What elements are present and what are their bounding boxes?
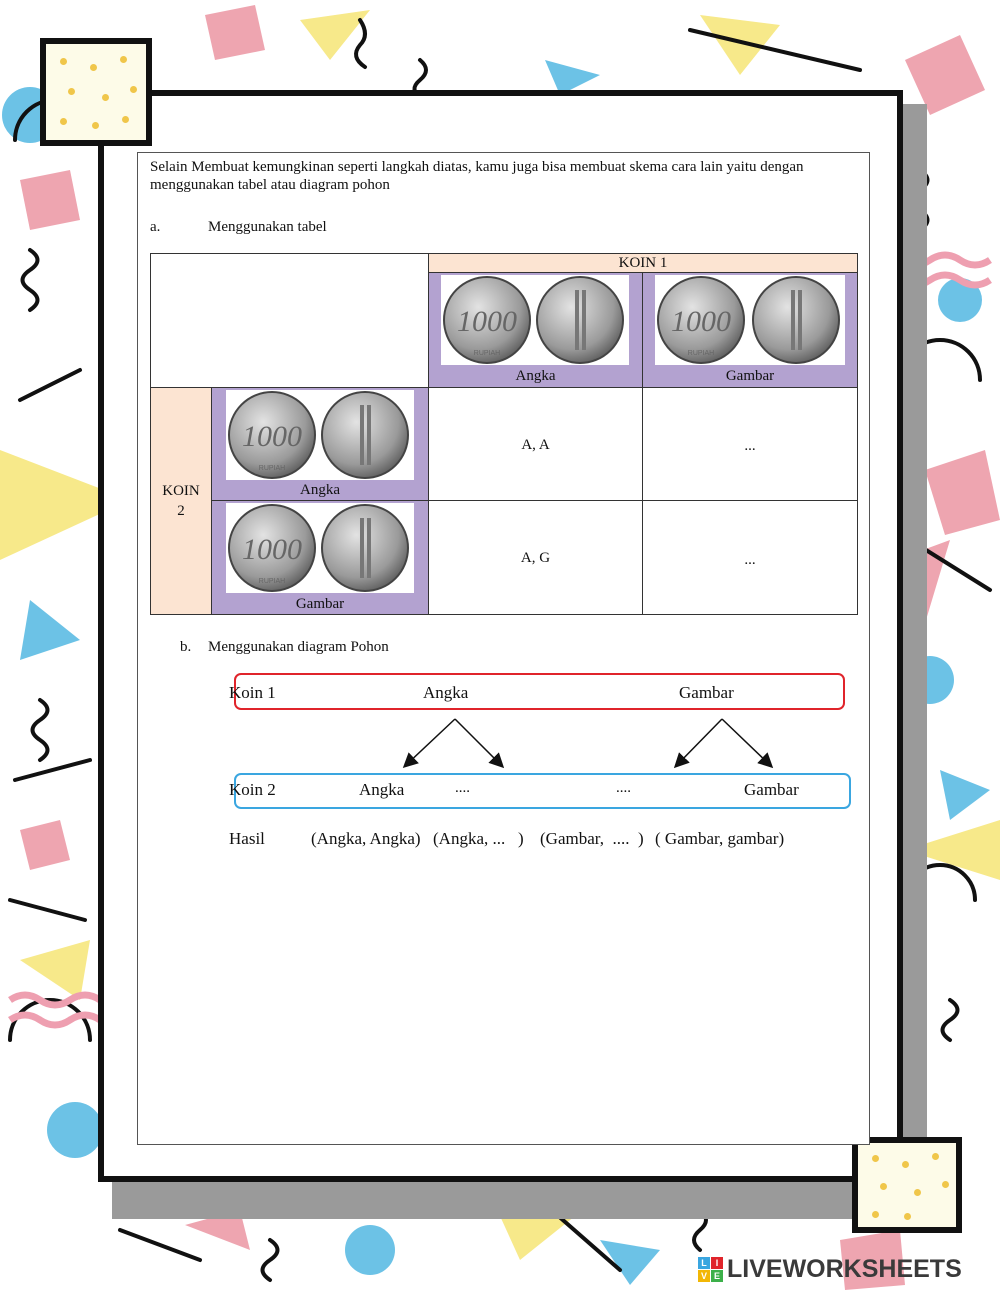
answer-cell-gg[interactable] (642, 500, 858, 615)
logo-brand-text: LIVEWORKSHEETS (727, 1254, 962, 1283)
liveworksheets-logo (698, 1254, 962, 1284)
coin-pair-image (226, 503, 414, 593)
coin-word: RUPIAH (258, 465, 286, 472)
corner-decoration-top-left (40, 38, 152, 146)
coin-word: RUPIAH (258, 578, 286, 585)
coin-image (226, 390, 414, 480)
coin-value: 1000 (671, 305, 731, 338)
coin-value: 1000 (457, 305, 517, 338)
tree-koin2-gambar: Gambar (744, 780, 799, 799)
intro-paragraph: Selain Membuat kemungkinan seperti langkah diatas, kamu juga bisa membuat skema cara lain yaitu dengan menggunakan tabel atau diagram pohon (150, 159, 804, 193)
coin-value: 1000 (242, 420, 302, 453)
koin1-header: KOIN 1 (428, 253, 858, 273)
tree-hasil-gg: ( Gambar, gambar) (655, 829, 785, 848)
col-header-gambar (642, 272, 858, 388)
coin-image (655, 275, 845, 365)
tree-koin1-angka: Angka (423, 683, 469, 702)
coin-image (226, 503, 414, 593)
section-b-marker: b. (180, 639, 192, 655)
section-a-title: Menggunakan tabel (208, 219, 327, 235)
tree-koin2-blank-2[interactable]: .... (616, 780, 631, 796)
answer-blank[interactable]: ... (744, 552, 756, 568)
coin-word: RUPIAH (473, 350, 501, 357)
table-empty-corner (150, 253, 429, 388)
section-b-heading (180, 639, 389, 656)
coin-word: RUPIAH (687, 350, 715, 357)
answer-text: A, G (520, 550, 551, 566)
section-a-marker: a. (150, 219, 161, 235)
coin-value: 1000 (242, 533, 302, 566)
section-a-heading (150, 219, 327, 236)
coin-pair-image (655, 275, 845, 365)
koin2-header-text: KOIN 2 (162, 483, 200, 519)
tree-hasil-ag[interactable]: (Angka, ... ) (433, 829, 524, 848)
logo-blocks (698, 1257, 723, 1282)
logo-block: L (698, 1257, 710, 1269)
tree-koin2-label: Koin 2 (229, 780, 276, 799)
row-header-gambar (211, 500, 429, 615)
col-label-angka: Angka (515, 368, 556, 384)
logo-block: V (698, 1270, 710, 1282)
tree-koin2-angka: Angka (359, 780, 405, 799)
corner-decoration-bottom-right (852, 1137, 962, 1233)
col-label-gambar: Gambar (725, 368, 775, 384)
tree-koin2-blank-1[interactable]: .... (455, 780, 470, 796)
tree-hasil-aa: (Angka, Angka) (311, 829, 421, 848)
tree-koin1-label: Koin 1 (229, 683, 276, 702)
answer-blank[interactable]: ... (744, 438, 756, 454)
coin-pair-image (441, 275, 629, 365)
row-header-angka (211, 387, 429, 501)
col-header-angka (428, 272, 643, 388)
tree-hasil-ga[interactable]: (Gambar, .... ) (540, 829, 644, 848)
coin-pair-image (226, 390, 414, 480)
tree-hasil-label: Hasil (229, 829, 265, 848)
answer-cell-ag (428, 500, 643, 615)
row-label-angka: Angka (300, 482, 340, 498)
answer-cell-ga[interactable] (642, 387, 858, 501)
probability-table (150, 253, 858, 615)
section-b-title: Menggunakan diagram Pohon (208, 639, 389, 655)
answer-text: A, A (521, 437, 550, 453)
tree-koin1-gambar: Gambar (679, 683, 734, 702)
logo-block: I (711, 1257, 723, 1269)
coin-image (441, 275, 629, 365)
answer-cell-aa (428, 387, 643, 501)
koin2-header (150, 387, 212, 615)
logo-block: E (711, 1270, 723, 1282)
row-label-gambar: Gambar (295, 596, 345, 612)
